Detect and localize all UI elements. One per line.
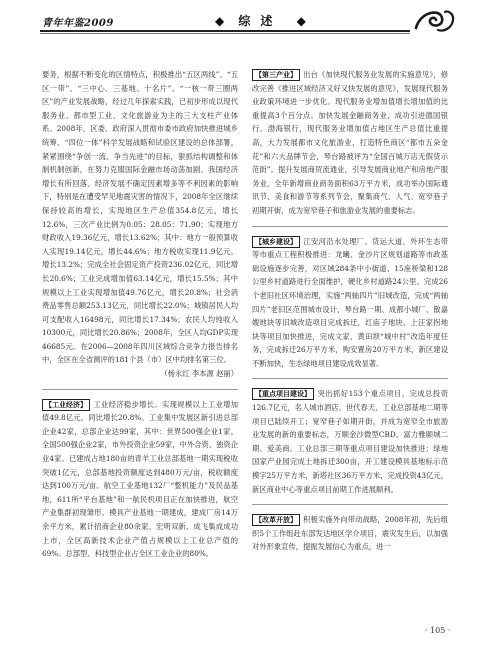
section-tag: 【城乡建设】	[252, 236, 300, 248]
intro-paragraph: 要务，根据不断变化的区情特点，积极推出“五区两线”、“五区一带”、“三中心、三基地、十名片”、“一核一带三圈两区”的产业发展战略，经过几年探索实践，已初步形成以现代服务业、都市型工业、文化旅游业为主的三大支柱产业体系。2008年，区委、政府深入贯彻市委市政府加快推进城乡统筹、“四位一体”科学发展战略和试验区建设的总体部署，紧紧围绕“争创一流、争当先进”的目标，狠抓结构调整和体制机制创新，在努力克服国际金融市场动荡加剧、我国经济增长有所回落、经济发展不确定因素增多等不利因素的影响下，特别是在遭受罕见地震灾害的情况下，2008年全区继续保持较高的增长，实现地区生产总值354.8亿元，增长12.6%，三次产业比例为0.05：28.05：71.90；实现地方财政收入19.36亿元，增长13.62%；其中：地方一般预算收入实现19.14亿元，增长44.6%；地方税收实现11.9亿元，增长13.2%；完成全社会固定资产投资236.02亿元，同比增长20.6%；工业完成增加值63.14亿元，增长15.5%；其中规模以上工业实现增加值49.76亿元，增长20.8%；社会消费品零售总额253.13亿元，同比增长22.0%；城镇居民人均可支配收入16498元，同比增长17.34%；农民人均纯收入10300元，同比增长20.86%；2008年，全区人均GDP实现46685元。在2006—2008年四川区域综合竞争力报告排名中，全区在全省测评的181个县（市）区中均排名第三位。	[42, 70, 238, 365]
section-text: 江安河沿水处理厂、货运大道、外环生态带等市重点工程积极推进：龙曦、金沙片区规划道路等市政基础设施逐步完善，对区域284条中小街道、15座桥梁和128公里乡村道路进行全面维护，硬化乡村道路24公里。完成26个老旧社区环境治理，实施“两轴四片”旧城改造，完成“两轴四片”老旧区范围城市设计，琴台路一期、成都小城厂、散嘉嫂地块等旧城改造项目完成拆迁，红庙子地块、上汪家拐地块等项目加快推进，完成文家、黄田坝“城中村”改造年度任务，完成拆迁26万平方米，购安置房20万平方米，新区建设不断加快，生态绿地项目建设成效显著。	[252, 236, 448, 368]
page-number: · 105 ·	[425, 626, 451, 635]
section-tag: 【改革开放】	[252, 514, 300, 526]
section-divider	[252, 378, 448, 379]
diamond-left-icon: ◆	[215, 14, 225, 28]
section-tag: 【第三产业】	[252, 69, 300, 81]
section-tag: 【工业经济】	[42, 399, 90, 411]
section-text: 出台《加快现代服务业发展的实施意见》，修改完善《推进区域经济又好又快发展的意见》，发展现代服务业政策环境进一步优化。现代服务业增加值增长增加值的比重提高3个百分点。加快发展金融商务业，成功引进德国银行、渤海银行，现代服务业增加值占地区生产总值比重提高，大力发展都市文化旅游业，打造特色商区“都市五朵金花”和六大品牌节会，琴台路被评为“全国百城万店无假货示范街”。提升发展商贸流通业，引导发展商业地产和房地产服务业，全年新增商业商务面积63万平方米，成功举办国际通讯节、美食和游节等系列节会，聚集商气、人气、宽窄巷子初期开街，成为宽窄巷子和旅游业发展的重要标志。	[252, 70, 448, 215]
section-industrial-economy	[42, 398, 238, 561]
section-tag: 【重点项目建设】	[252, 388, 314, 400]
section-divider	[42, 389, 238, 390]
intro-signature: （杨永红 李本源 赵丽）	[160, 369, 238, 379]
page-header	[0, 0, 480, 34]
section-text: 积极实施外向带动战略，2008年初，先后组织5个工作组赴东部发达地区学介项目，震灾发生后，以加强对外形象宣传，提振发展信心为重点，进一	[252, 515, 448, 552]
section-divider	[252, 504, 448, 505]
swirl-logo-icon	[412, 6, 456, 36]
section-title	[215, 12, 306, 29]
section-reform-opening	[252, 513, 448, 554]
section-urban-rural-construction	[252, 235, 448, 371]
section-text: 突出抓好153个重点项目，完成总投资126.7亿元，名人城市酒店、世代春天、工业总部基地二期等项目已陆续开工；宽窄巷子如期开街，并成为宽窄全市旅游业发展的新的重要标志，万顺金沙微型CBD、富力雅颐城二期、爱美商、工业总部三期等重点项目建设加快推进；绿地国家产业园完成土地拆迁300亩，开工建设模具基地标示范模字25万平方米，新塔社区36万平方米，完成投资43亿元，新区商业中心等重点项目前期工作进展顺利。	[252, 389, 449, 494]
section-text: 工业经济稳步增长。实现规模以上工业增加值49.8亿元，同比增长20.8%。工业集中发展区新引进总部企业42家，总部企业达99家，其中：世界500强企业1家，全国500强企业2家，市外投资企业59家，中外合资、独资企业4家。已建成占地180亩的青羊工业总部基地一期实现税收突破1亿元，总部基地投资额度达到480万元/亩，税收额度达到100万元/亩。航空工业基地132厂“整机能力”及民品基地，611所“平台基地”和一航民机项目正在加快推进，航空产业集群初现雏形。模具产业基地一期建成，建成厂房14万余平方米，累计招商企业80余家。宏明双新、成飞集成成功上市，全区高新技术企业产值占规模以上工业总产值的69%。总部型、科技型企业占全区工业企业的80%。	[42, 399, 238, 559]
yearbook-title: 青年年鉴2009	[42, 18, 114, 29]
section-title-text: 综述	[238, 14, 283, 28]
left-column	[42, 68, 238, 561]
section-key-projects	[252, 387, 448, 496]
section-divider	[252, 226, 448, 227]
diamond-right-icon: ◆	[296, 14, 306, 28]
header-rule-thin	[40, 33, 410, 34]
header-rule	[40, 30, 410, 32]
right-column	[252, 68, 448, 554]
section-tertiary-industry	[252, 68, 448, 218]
